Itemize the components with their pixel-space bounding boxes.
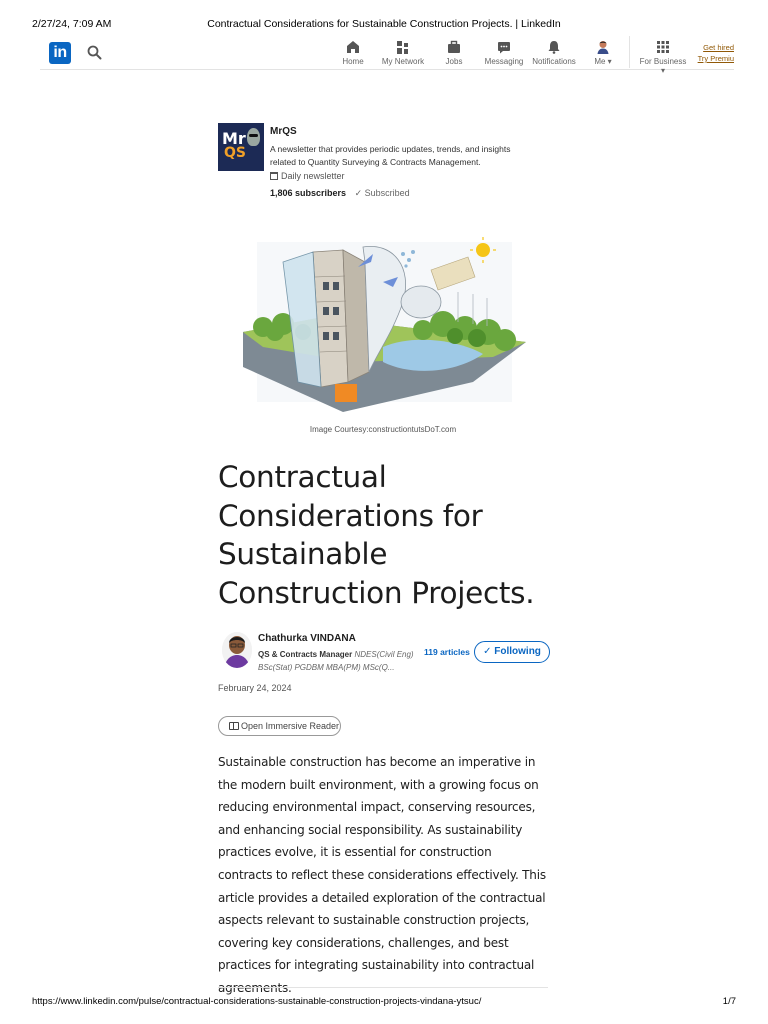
- article-title: Contractual Considerations for Sustainable Construction Projects.: [218, 460, 535, 610]
- chevron-down-icon: ▾: [605, 57, 612, 66]
- nav-messaging-label: Messaging: [484, 57, 524, 66]
- grid-icon: [655, 39, 671, 55]
- author-role-title: QS & Contracts Manager: [258, 650, 353, 659]
- article-body-paragraph: Sustainable construction has become an imperative in the modern built environment, with a growing focus on reducing environmental impact, conserving resources, and enhancing social responsibility. As sustainability practices evolve, it is essential for construction contracts to reflect these considerations effectively. This article provides a detailed exploration of the contractual aspects relevant to sustainable construction projects, covering key considerations, challenges, and best practices for integrating sustainability into contractual: [218, 755, 546, 973]
- print-page-title: Contractual Considerations for Sustainable Construction Projects. | LinkedIn: [207, 18, 561, 30]
- subscriber-count: 1,806 subscribers: [270, 188, 347, 198]
- nav-divider: [629, 36, 630, 68]
- nav-home-label: Home: [342, 57, 364, 66]
- newsletter-logo-text-2: QS: [224, 145, 246, 161]
- nav-notifications[interactable]: [531, 39, 577, 69]
- book-icon: [229, 722, 239, 730]
- immersive-reader-label: Open Immersive Reader: [241, 721, 340, 731]
- author-name[interactable]: Chathurka VINDANA: [258, 633, 356, 644]
- search-icon[interactable]: [86, 44, 104, 62]
- newsletter-card: [218, 123, 548, 203]
- nav-my-network-label: My Network: [381, 57, 425, 66]
- author-credentials: NDES(Civil Eng) BSc(Stat) PGDBM MBA(PM) MSc(Q...: [258, 650, 414, 672]
- newsletter-frequency: [270, 171, 345, 181]
- cover-image: [243, 232, 526, 417]
- network-icon: [395, 39, 411, 55]
- articles-count-link[interactable]: 119 articles: [424, 647, 470, 657]
- bell-icon: [546, 39, 562, 55]
- newsletter-frequency-label: Daily newsletter: [281, 171, 345, 181]
- nav-jobs-label: Jobs: [445, 57, 463, 66]
- print-footer: [32, 996, 736, 1010]
- subscribed-button[interactable]: ✓ Subscribed: [354, 188, 410, 198]
- cover-caption: Image Courtesy:constructiontutsDoT.com: [309, 425, 457, 434]
- nav-me-label: Me: [594, 57, 606, 66]
- nav-me[interactable]: [590, 39, 616, 69]
- avatar-icon: [595, 39, 611, 55]
- content-divider: [218, 987, 548, 988]
- print-page-number: 1/7: [722, 996, 736, 1007]
- newsletter-description: A newsletter that provides periodic updates, trends, and insights related to Quantity Surveying & Contracts Management.: [270, 144, 511, 167]
- nav-for-business-label: For Business: [639, 57, 687, 66]
- briefcase-icon: [446, 39, 462, 55]
- top-navbar: [40, 36, 734, 75]
- premium-line-1: Get hired: [703, 43, 734, 52]
- print-url: https://www.linkedin.com/pulse/contractual-considerations-sustainable-construction-projects-vindana-ytsuc/: [32, 996, 482, 1007]
- nav-my-network[interactable]: [381, 39, 425, 69]
- print-header: [32, 18, 736, 32]
- immersive-reader-button[interactable]: [218, 716, 341, 736]
- nav-for-business[interactable]: [637, 39, 689, 75]
- nav-jobs[interactable]: [442, 39, 466, 69]
- newsletter-name[interactable]: MrQS: [270, 126, 297, 137]
- author-row: [218, 630, 558, 676]
- premium-link[interactable]: [698, 42, 734, 64]
- print-datetime: 2/27/24, 7:09 AM: [32, 18, 112, 30]
- message-icon: [496, 39, 512, 55]
- home-icon: [345, 39, 361, 55]
- publish-date: February 24, 2024: [218, 683, 292, 693]
- author-headline: [258, 648, 420, 674]
- newsletter-logo[interactable]: [218, 123, 264, 171]
- nav-notifications-label: Notifications: [532, 57, 576, 66]
- following-button[interactable]: ✓ Following: [474, 641, 550, 663]
- newsletter-subscribers: [270, 188, 410, 199]
- chevron-down-icon: ▾: [660, 66, 665, 75]
- nav-messaging[interactable]: [484, 39, 524, 69]
- alien-mascot-icon: [247, 128, 260, 146]
- nav-home[interactable]: [340, 39, 366, 69]
- linkedin-logo-icon[interactable]: in: [49, 42, 71, 64]
- premium-line-2: Try Premiu: [697, 54, 734, 63]
- newsletter-logo-text-1: Mr: [222, 129, 246, 148]
- author-avatar[interactable]: [222, 632, 252, 668]
- calendar-icon: [270, 172, 278, 180]
